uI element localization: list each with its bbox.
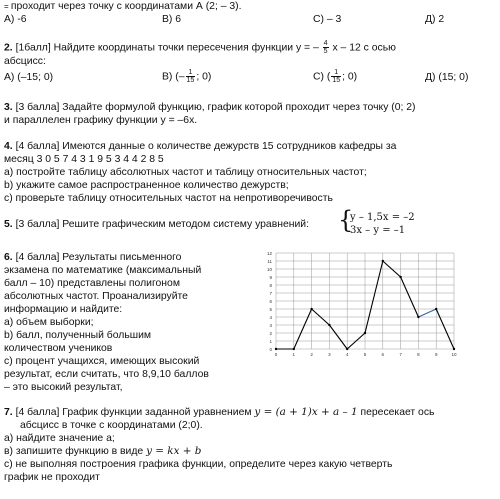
q7-item-c1: с) не выполняя построения графика функции, определите через какую четверть — [4, 459, 393, 470]
y-tick-label: 12 — [266, 251, 272, 256]
y-tick-label: 11 — [267, 259, 272, 264]
y-tick-label: 10 — [266, 267, 272, 272]
polygon-segment — [365, 261, 383, 333]
x-tick-label: 3 — [328, 352, 331, 357]
q6-line1: экзамена по математике (максимальный — [4, 265, 202, 276]
q7-item-a: а) найдите значение а; — [4, 433, 115, 444]
data-point — [328, 324, 330, 326]
q2-text-b: x – 12 с осью — [332, 42, 396, 54]
q2-points: [1балл] — [15, 42, 51, 54]
y-tick-label: 7 — [269, 291, 272, 296]
x-tick-label: 10 — [451, 352, 457, 357]
q3-line2: и параллелен графику функции y = –6x. — [4, 115, 198, 126]
x-tick-label: 1 — [292, 352, 296, 357]
data-point — [346, 348, 348, 350]
q2-text-c: абсцисс: — [4, 56, 46, 67]
q2-answer-c[interactable]: С) ( $\frac{1}{15}$ ; 0) — [313, 69, 358, 84]
q4-item-b: b) укажите самое распространенное количество дежурств; — [4, 180, 289, 191]
y-tick-label: 1 — [269, 339, 272, 344]
q5-brace: { — [338, 206, 354, 234]
q1-answer-a[interactable]: А) -6 — [4, 14, 27, 25]
q6-line2: балл – 10) представлены полигоном — [4, 278, 180, 289]
y-tick-label: 5 — [269, 307, 272, 312]
q2-fraction: $\frac{4}{5}$ — [323, 40, 328, 55]
polygon-segment — [401, 277, 419, 317]
polygon-segment — [436, 309, 454, 349]
data-point — [293, 348, 295, 350]
q6-item-b2: количеством учеников — [4, 343, 113, 354]
x-tick-label: 4 — [345, 352, 349, 357]
data-point — [364, 332, 366, 334]
q5-eq2: 3x – y = –1 — [350, 225, 406, 236]
x-tick-label: 0 — [274, 352, 278, 357]
data-point — [435, 308, 437, 310]
q7-line1: 7. [4 балла] График функции заданной уравнением y = (a + 1)x + a – 1 пересекает ось — [4, 406, 435, 418]
polygon-segment — [294, 309, 312, 349]
q6-line0: 6. [4 балла] Результаты письменного — [4, 252, 182, 263]
x-tick-label: 7 — [399, 352, 402, 357]
q2-number: 2. — [4, 42, 13, 54]
q4-line1: 4. [4 балла] Имеются данные о количестве дежурств 15 сотрудников кафедры за — [4, 141, 397, 152]
q3-line1: 3. [3 балла] Задайте формулой функцию, график которой проходит через точку (0; 2) — [4, 102, 416, 113]
q1-answer-d[interactable]: Д) 2 — [425, 14, 445, 25]
data-point — [275, 348, 277, 350]
y-tick-label: 2 — [269, 331, 272, 336]
x-tick-label: 5 — [363, 352, 367, 357]
y-tick-label: 8 — [269, 283, 272, 288]
q6-item-a: а) объем выборки; — [4, 317, 94, 328]
q7-line2: абсцисс в точке с координатами (2;0). — [20, 420, 203, 431]
q4-item-c: с) проверьте таблицу относительных частот на непротиворечивость — [4, 193, 333, 204]
q5-text: 5. [3 балла] Решите графическим методом систему уравнений: — [4, 219, 309, 230]
y-tick-label: 6 — [269, 299, 272, 304]
q6-item-c3: – это высокий результат, — [4, 382, 123, 393]
q6-line3: абсолютных частот. Проанализируйте — [4, 291, 188, 302]
q6-item-b1: b) балл, полученный большим — [4, 330, 152, 341]
y-tick-label: 3 — [269, 323, 272, 328]
y-tick-label: 9 — [269, 275, 272, 280]
data-point — [399, 276, 401, 278]
x-tick-label: 8 — [417, 352, 420, 357]
q2-answer-d[interactable]: Д) (15; 0) — [425, 72, 469, 83]
frequency-polygon-chart — [262, 249, 462, 364]
q2-answer-a[interactable]: А) (–15; 0) — [4, 72, 54, 83]
data-point — [453, 348, 455, 350]
data-point — [310, 308, 312, 310]
x-tick-label: 9 — [434, 352, 438, 357]
q2-answer-b[interactable]: В) (– $\frac{1}{15}$ ; 0) — [162, 69, 212, 84]
polygon-segment — [329, 325, 347, 349]
q7-item-b: в) запишите функцию в виде y = kx + b — [4, 445, 202, 457]
q5-eq1: y – 1,5x = –2 — [350, 212, 415, 223]
q7-item-c2: график не проходит — [4, 472, 100, 483]
q1-answer-b[interactable]: В) 6 — [162, 14, 182, 25]
q2-text-a: Найдите координаты точки пересечения функции y = – — [53, 42, 319, 54]
q1-text-tail: = проходит через точку с координатами А (2; – 3). — [4, 1, 242, 12]
q1-answer-c[interactable]: С) – 3 — [313, 14, 342, 25]
y-tick-label: 0 — [269, 347, 272, 352]
q6-item-c1: с) процент учащихся, имеющих высокий — [4, 356, 200, 367]
q4-line2: месяц 3 0 5 7 4 3 1 9 5 3 4 4 2 8 5 — [4, 154, 164, 165]
polygon-segment — [418, 309, 436, 317]
x-tick-label: 2 — [310, 352, 313, 357]
data-point — [417, 316, 419, 318]
q2-text — [4, 40, 396, 55]
x-tick-label: 6 — [381, 352, 385, 357]
q6-item-c2: результат, если считать, что 8,9,10 баллов — [4, 369, 209, 380]
data-point — [382, 260, 384, 262]
q6-line4: информацию и найдите: — [4, 304, 123, 315]
y-tick-label: 4 — [269, 315, 272, 320]
q4-item-a: а) постройте таблицу абсолютных частот и таблицу относительных частот; — [4, 167, 367, 178]
